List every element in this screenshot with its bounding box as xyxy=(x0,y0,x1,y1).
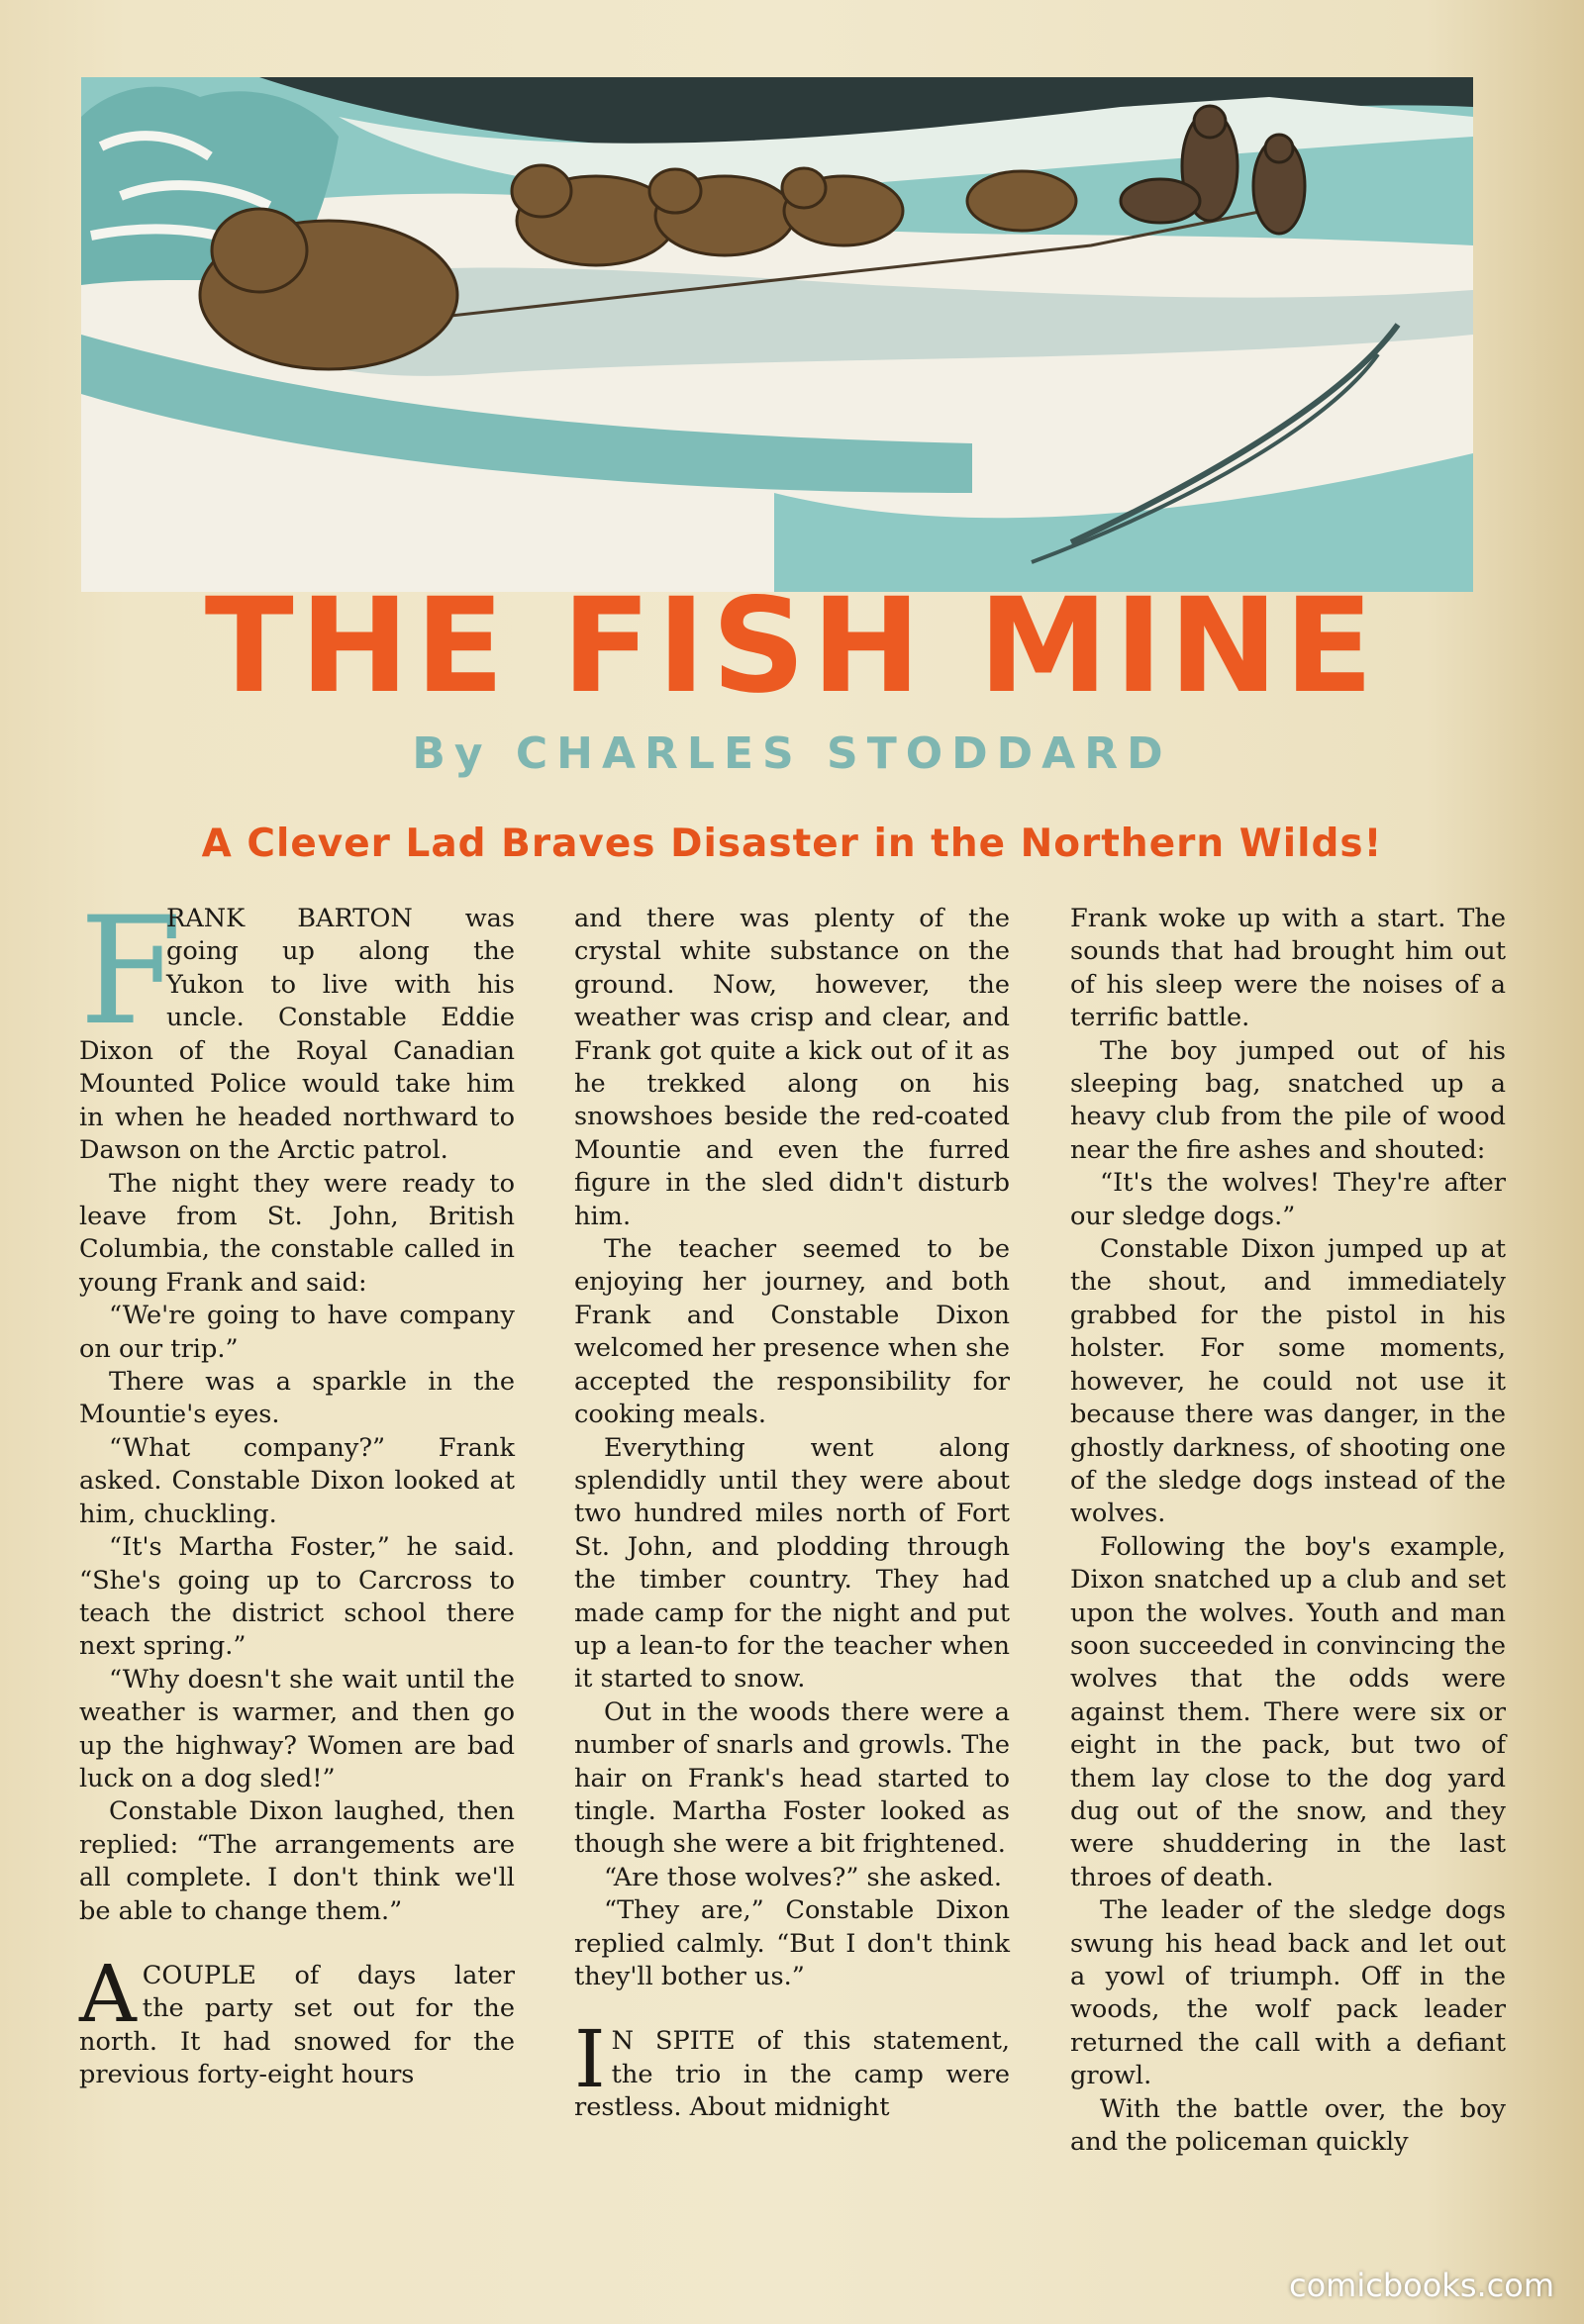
author-byline: By CHARLES STODDARD xyxy=(412,728,1172,779)
paragraph: There was a sparkle in the Mountie's eyes. xyxy=(79,1367,515,1430)
paragraph: Constable Dixon laughed, then replied: “The arrangements are all complete. I don't think we'll be able to change them.” xyxy=(79,1796,515,1926)
paragraph: “We're going to have company on our trip.” xyxy=(79,1301,515,1364)
text-column-1 xyxy=(79,886,515,2239)
lead-line: N SPITE of this statement, xyxy=(611,2026,1010,2057)
story-title: THE FISH MINE xyxy=(204,570,1380,723)
paragraph: Everything went along splendidly until they were about two hundred miles north of Fort St. John, and plodding through the timber country. They had made camp for the night and put up a lean-to for the teacher when it started to snow. xyxy=(574,1432,1010,1695)
paragraph: Out in the woods there were a number of snarls and growls. The hair on Frank's head started to tingle. Martha Foster looked as though she were a bit frightened. xyxy=(574,1696,1010,1860)
illustration-svg xyxy=(81,77,1473,592)
paragraph: “It's the wolves! They're after our sledge dogs.” xyxy=(1070,1168,1506,1231)
lead-line: the trio in the camp were xyxy=(611,2059,1010,2089)
paragraph: The leader of the sledge dogs swung his head back and let out a yowl of triumph. Off in the woods, the wolf pack leader returned the call with a defiant growl. xyxy=(1070,1895,1506,2091)
lead-line: RANK BARTON was xyxy=(166,904,515,933)
lead-line: COUPLE of days later xyxy=(142,1960,515,1990)
paragraph: and there was plenty of the crystal white substance on the ground. Now, however, the weather was crisp and clear, and Frank got quite a kick out of it as he trekked along on his snowshoes beside the red-coated Mountie and even the furred figure in the sled didn't disturb him. xyxy=(574,904,1010,1231)
paragraph: With the battle over, the boy and the policeman quickly xyxy=(1070,2093,1506,2158)
paragraph: The night they were ready to leave from St. John, British Columbia, the constable called in young Frank and said: xyxy=(79,1168,515,1298)
paragraph: “It's Martha Foster,” he said. “She's going up to Carcross to teach the district school there next spring.” xyxy=(79,1532,515,1662)
paragraph: Frank woke up with a start. The sounds that had brought him out of his sleep were the noises of a terrific battle. xyxy=(1070,904,1506,1033)
drop-cap-i: I xyxy=(574,2013,606,2106)
lead-line: going up along the xyxy=(166,936,515,967)
paragraph: “Why doesn't she wait until the weather is warmer, and then go up the highway? Women are bad luck on a dog sled!” xyxy=(79,1664,515,1793)
lead-line: the party set out for the xyxy=(142,1993,515,2024)
story-subtitle: A Clever Lad Braves Disaster in the Northern Wilds! xyxy=(201,822,1383,866)
section-lead xyxy=(79,1947,515,2040)
paragraph: “What company?” Frank asked. Constable Dixon looked at him, chuckling. xyxy=(79,1432,515,1529)
paragraph: restless. About midnight xyxy=(574,2092,890,2123)
paragraph: north. It had snowed for the previous forty-eight hours xyxy=(79,2026,515,2090)
dog-sled-illustration xyxy=(81,77,1473,592)
paragraph: “Are those wolves?” she asked. xyxy=(604,1862,1003,1892)
opening-paragraph-lead xyxy=(79,886,515,1058)
section-lead xyxy=(574,2013,1010,2106)
site-watermark: comicbooks.com xyxy=(1288,2267,1554,2304)
drop-cap-a: A xyxy=(79,1947,137,2040)
drop-cap-f: F xyxy=(79,886,183,1058)
lead-line: Yukon to live with his xyxy=(166,969,515,1000)
paragraph: Dixon of the Royal Canadian Mounted Police would take him in when he headed northward to Dawson on the Arctic patrol. xyxy=(79,1036,515,1166)
paragraph: Following the boy's example, Dixon snatched up a club and set upon the wolves. Youth and man soon succeeded in convincing the wolves that the odds were against them. There were six or eight in the pack, but two of them lay close to the dog yard dug out of the snow, and they were shuddering in the last throes of death. xyxy=(1070,1531,1506,1892)
text-column-3 xyxy=(1070,903,1506,2239)
text-column-2 xyxy=(574,903,1010,2239)
paragraph: The boy jumped out of his sleeping bag, snatched up a heavy club from the pile of wood near the fire ashes and shouted: xyxy=(1070,1035,1506,1165)
paragraph: “They are,” Constable Dixon replied calmly. “But I don't think they'll bother us.” xyxy=(574,1895,1010,1991)
lead-line: uncle. Constable Eddie xyxy=(166,1003,515,1033)
paragraph: Constable Dixon jumped up at the shout, and immediately grabbed for the pistol in his holster. For some moments, however, he could not use it because there was danger, in the ghostly darkness, of shooting one of the sledge dogs instead of the wolves. xyxy=(1070,1234,1506,1529)
paragraph: The teacher seemed to be enjoying her journey, and both Frank and Constable Dixon welcomed her presence when she accepted the responsibility for cooking meals. xyxy=(574,1234,1010,1430)
